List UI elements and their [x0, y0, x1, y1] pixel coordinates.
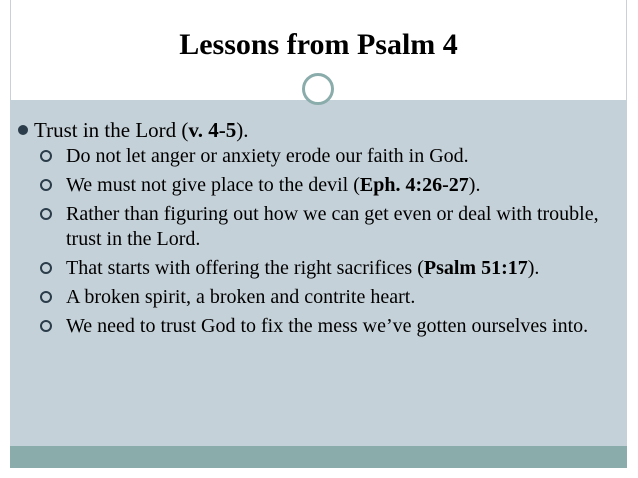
main-end: ). — [236, 118, 249, 142]
footer-bar — [10, 446, 627, 468]
item-text: That starts with offering the right sacrifices ( — [66, 257, 424, 279]
item-text: We must not give place to the devil ( — [66, 174, 360, 196]
main-ref: v. 4-5 — [188, 118, 237, 142]
ring-bullet-icon — [40, 262, 52, 274]
list-item — [36, 202, 616, 252]
ring-bullet-icon — [40, 208, 52, 220]
circle-ornament-icon — [302, 73, 334, 105]
item-text: Do not let anger or anxiety erode our faith in God. — [66, 145, 469, 167]
main-bullet — [18, 118, 249, 143]
list-item — [36, 144, 616, 169]
item-ref: Psalm 51:17 — [423, 257, 528, 279]
item-text: We need to trust God to fix the mess we’ve gotten ourselves into. — [66, 315, 589, 337]
list-item — [36, 173, 616, 198]
ring-bullet-icon — [40, 291, 52, 303]
item-ref: Eph. 4:26-27 — [359, 174, 469, 196]
ring-bullet-icon — [40, 320, 52, 332]
main-text: Trust in the Lord ( — [34, 118, 189, 142]
ring-bullet-icon — [40, 150, 52, 162]
list-item — [36, 314, 616, 339]
item-text: Rather than figuring out how we can get even or deal with trouble, trust in the Lord. — [66, 203, 599, 250]
list-item — [36, 256, 616, 281]
ring-bullet-icon — [40, 179, 52, 191]
list-item — [36, 285, 616, 310]
filled-bullet-icon — [18, 125, 28, 135]
sub-bullet-list — [36, 144, 616, 343]
item-text: A broken spirit, a broken and contrite heart. — [66, 286, 416, 308]
slide-title: Lessons from Psalm 4 — [179, 28, 458, 61]
item-end: ). — [527, 257, 540, 279]
item-end: ). — [468, 174, 481, 196]
